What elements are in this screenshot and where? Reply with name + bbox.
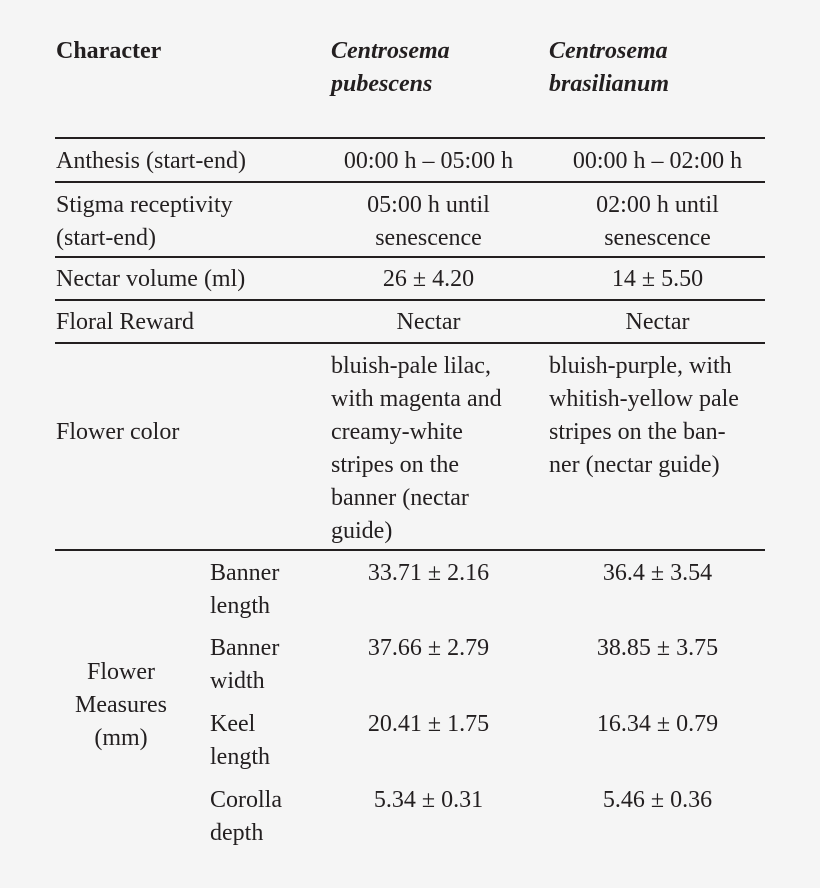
row-flower-color-value-1-line: guide) <box>331 518 393 544</box>
row-anthesis-value-1: 00:00 h – 05:00 h <box>343 148 514 174</box>
row-flower-color-value-2-line: bluish-purple, with <box>549 353 732 379</box>
row-flower-color-value-1-line: with magenta and <box>331 386 502 412</box>
measure-value-2: 5.46 ± 0.36 <box>602 787 713 813</box>
row-floral-reward-label: Floral Reward <box>56 309 194 335</box>
row-flower-color-value-2-line: ner (nectar guide) <box>549 452 720 478</box>
measure-value-2: 38.85 ± 3.75 <box>596 635 719 661</box>
measure-label-line-1: Corolla <box>210 787 282 813</box>
row-divider <box>55 549 765 551</box>
row-nectar-volume-value-2: 14 ± 5.50 <box>611 266 704 292</box>
row-flower-color-value-1-line: creamy-white <box>331 419 463 445</box>
header-species-2-epithet: brasilianum <box>549 71 670 97</box>
measure-value-1: 5.34 ± 0.31 <box>373 787 484 813</box>
header-species-2-genus: Centrosema <box>549 38 668 64</box>
row-divider <box>55 181 765 183</box>
measure-label-line-1: Banner <box>210 560 280 586</box>
measure-value-1: 20.41 ± 1.75 <box>367 711 490 737</box>
header-species-1-genus: Centrosema <box>331 38 450 64</box>
header-rule <box>55 137 765 139</box>
header-character: Character <box>56 38 162 64</box>
measure-value-2: 36.4 ± 3.54 <box>602 560 713 586</box>
row-nectar-volume-label: Nectar volume (ml) <box>56 266 246 292</box>
measure-value-2: 16.34 ± 0.79 <box>596 711 719 737</box>
row-flower-color-value-1-line: stripes on the <box>331 452 459 478</box>
row-divider <box>55 256 765 258</box>
measure-label-line-2: length <box>210 593 270 619</box>
row-floral-reward-value-2: Nectar <box>625 309 690 335</box>
row-nectar-volume-value-1: 26 ± 4.20 <box>382 266 475 292</box>
measure-label-line-1: Banner <box>210 635 280 661</box>
measure-value-1: 37.66 ± 2.79 <box>367 635 490 661</box>
row-stigma-label-line-2: (start-end) <box>56 225 156 251</box>
row-flower-color-value-1-line: bluish-pale lilac, <box>331 353 491 379</box>
row-flower-color-value-1-line: banner (nectar <box>331 485 469 511</box>
row-stigma-value-1-line-1: 05:00 h until <box>367 192 490 218</box>
row-flower-color-label: Flower color <box>56 419 180 445</box>
row-divider <box>55 342 765 344</box>
measure-value-1: 33.71 ± 2.16 <box>367 560 490 586</box>
row-flower-color-value-2-line: stripes on the ban- <box>549 419 726 445</box>
row-anthesis-label: Anthesis (start-end) <box>56 148 246 174</box>
measure-label-line-2: depth <box>210 820 264 846</box>
row-anthesis-value-2: 00:00 h – 02:00 h <box>572 148 743 174</box>
row-divider <box>55 299 765 301</box>
measure-label-line-2: width <box>210 668 265 694</box>
group-flower-measures-line-3: (mm) <box>94 725 148 751</box>
measure-label-line-2: length <box>210 744 270 770</box>
row-stigma-value-1-line-2: senescence <box>375 225 482 251</box>
group-flower-measures-line-1: Flower <box>87 659 155 685</box>
row-stigma-value-2-line-1: 02:00 h until <box>596 192 719 218</box>
row-flower-color-value-2-line: whitish-yellow pale <box>549 386 739 412</box>
row-floral-reward-value-1: Nectar <box>396 309 461 335</box>
header-species-1-epithet: pubescens <box>331 71 433 97</box>
group-flower-measures-line-2: Measures <box>75 692 167 718</box>
row-stigma-value-2-line-2: senescence <box>604 225 711 251</box>
measure-label-line-1: Keel <box>210 711 256 737</box>
row-stigma-label-line-1: Stigma receptivity <box>56 192 233 218</box>
